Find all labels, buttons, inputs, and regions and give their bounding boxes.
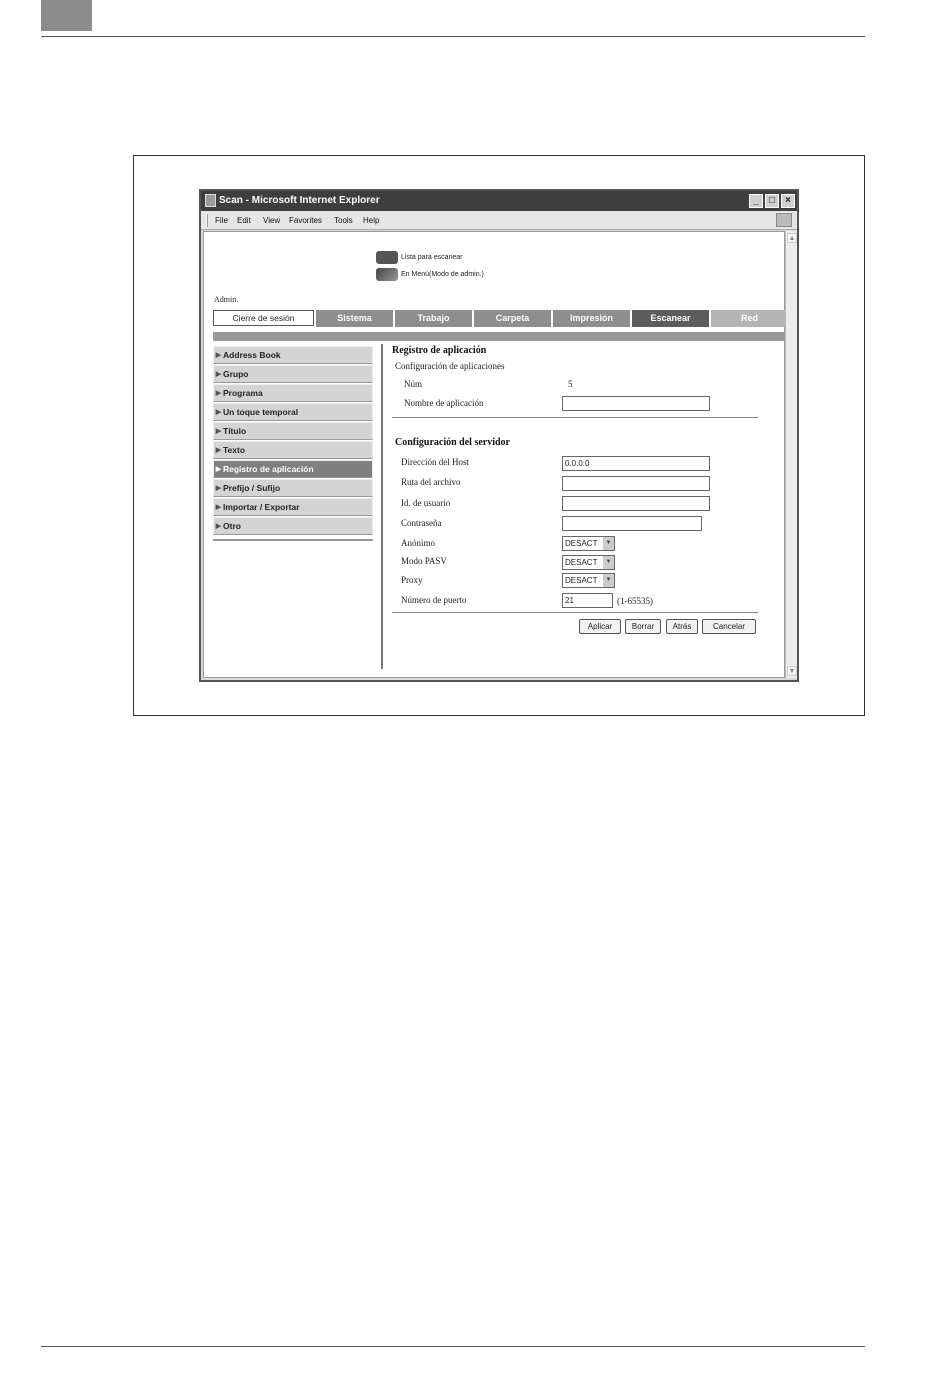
cancel-button[interactable]: Cancelar <box>702 619 756 634</box>
sidebar-item-label: Prefijo / Sufijo <box>223 483 281 493</box>
sidebar-item-address-book[interactable] <box>213 346 373 364</box>
user-label: Admin. <box>214 295 239 304</box>
triangle-right-icon: ▶ <box>215 504 222 511</box>
maximize-icon[interactable]: □ <box>765 194 779 208</box>
sidebar-item-label: Importar / Exportar <box>223 502 300 512</box>
sidebar-item-label: Otro <box>223 521 241 531</box>
anonymous-select-value: DESACT <box>565 539 598 548</box>
triangle-right-icon: ▶ <box>215 371 222 378</box>
sidebar-item-texto[interactable] <box>213 441 373 459</box>
chevron-down-icon: ▼ <box>603 537 614 550</box>
back-button[interactable]: Atrás <box>666 619 698 634</box>
footer-rule <box>41 1346 865 1347</box>
tab-impresion[interactable]: Impresión <box>553 310 630 327</box>
sidebar-item-label: Texto <box>223 445 246 455</box>
user-id-label: Id. de usuario <box>401 498 451 508</box>
chevron-down-icon: ▼ <box>603 574 614 587</box>
pasv-label: Modo PASV <box>401 556 447 566</box>
main-tabs <box>316 310 788 327</box>
minimize-icon[interactable]: _ <box>749 194 763 208</box>
sidebar-item-grupo[interactable] <box>213 365 373 383</box>
scroll-down-icon[interactable]: ▼ <box>788 668 796 675</box>
ie-page-icon <box>205 194 216 207</box>
page-corner-marker <box>41 0 92 31</box>
sidebar-item-label: Address Book <box>223 350 281 360</box>
close-icon[interactable]: × <box>781 194 795 208</box>
sidebar-item-importar-exportar[interactable] <box>213 498 373 516</box>
link-admin-mode-label: En Menú(Modo de admin.) <box>401 271 484 278</box>
triangle-right-icon: ▶ <box>215 523 222 530</box>
sidebar-item-registro-de-aplicacion[interactable] <box>213 460 373 478</box>
port-field[interactable]: 21 <box>562 593 613 608</box>
port-label: Número de puerto <box>401 595 467 605</box>
sidebar-item-label: Un toque temporal <box>223 407 299 417</box>
admin-warning-icon <box>376 268 398 281</box>
menu-tools[interactable]: Tools <box>334 216 353 225</box>
toolbar-grip <box>206 214 208 227</box>
triangle-right-icon: ▶ <box>215 428 222 435</box>
form-bottom-divider <box>392 612 758 613</box>
proxy-label: Proxy <box>401 575 423 585</box>
title-bar <box>201 191 797 211</box>
proxy-select[interactable] <box>562 573 615 588</box>
link-scan-list-label: Lista para escanear <box>401 254 463 261</box>
chevron-down-icon: ▼ <box>603 556 614 569</box>
triangle-right-icon: ▶ <box>215 485 222 492</box>
sidebar-item-programa[interactable] <box>213 384 373 402</box>
app-name-field[interactable] <box>562 396 710 411</box>
scanner-icon <box>376 251 398 264</box>
vertical-scrollbar[interactable] <box>785 231 797 678</box>
host-label: Dirección del Host <box>401 457 469 467</box>
num-value: 5 <box>568 379 573 389</box>
menu-bar <box>201 211 797 230</box>
menu-help[interactable]: Help <box>363 216 380 225</box>
triangle-right-icon: ▶ <box>215 409 222 416</box>
menu-file[interactable]: File <box>215 216 228 225</box>
apply-button[interactable]: Aplicar <box>579 619 621 634</box>
pasv-select-value: DESACT <box>565 558 598 567</box>
menu-edit[interactable]: Edit <box>237 216 251 225</box>
sidebar-item-prefijo-sufijo[interactable] <box>213 479 373 497</box>
path-label: Ruta del archivo <box>401 477 461 487</box>
sidebar-item-label: Grupo <box>223 369 249 379</box>
windows-logo-icon <box>776 213 792 227</box>
sidebar-item-un-toque-temporal[interactable] <box>213 403 373 421</box>
server-section-title: Configuración del servidor <box>395 437 510 448</box>
sidebar <box>213 346 373 541</box>
anonymous-label: Anónimo <box>401 538 436 548</box>
anonymous-select[interactable] <box>562 536 615 551</box>
password-label: Contraseña <box>401 518 442 528</box>
num-label: Núm <box>404 379 422 389</box>
window-title: Scan - Microsoft Internet Explorer <box>219 195 380 206</box>
tab-underline-bar <box>213 332 784 341</box>
link-scan-list[interactable] <box>376 251 462 264</box>
column-divider <box>381 344 383 669</box>
scroll-up-icon[interactable]: ▲ <box>788 235 796 242</box>
pasv-select[interactable] <box>562 555 615 570</box>
menu-favorites[interactable]: Favorites <box>289 216 322 225</box>
password-field[interactable] <box>562 516 702 531</box>
tab-red[interactable]: Red <box>711 310 788 327</box>
triangle-right-icon: ▶ <box>215 447 222 454</box>
logout-button[interactable]: Cierre de sesión <box>213 310 314 326</box>
page-title: Registro de aplicación <box>392 345 487 356</box>
section-divider <box>392 417 758 418</box>
sidebar-item-titulo[interactable] <box>213 422 373 440</box>
path-field[interactable] <box>562 476 710 491</box>
link-admin-mode[interactable] <box>376 268 484 281</box>
page-content <box>203 231 785 678</box>
sidebar-item-label: Registro de aplicación <box>223 464 314 474</box>
tab-carpeta[interactable]: Carpeta <box>474 310 551 327</box>
section-subtitle: Configuración de aplicaciones <box>395 361 505 371</box>
tab-trabajo[interactable]: Trabajo <box>395 310 472 327</box>
header-rule <box>41 36 865 37</box>
user-id-field[interactable] <box>562 496 710 511</box>
browser-window <box>199 189 799 682</box>
host-field[interactable]: 0.0.0.0 <box>562 456 710 471</box>
tab-escanear[interactable]: Escanear <box>632 310 709 327</box>
triangle-right-icon: ▶ <box>215 352 222 359</box>
triangle-right-icon: ▶ <box>215 466 222 473</box>
menu-view[interactable]: View <box>263 216 281 225</box>
app-name-label: Nombre de aplicación <box>404 398 484 408</box>
port-range-hint: (1-65535) <box>617 596 653 606</box>
sidebar-item-label: Programa <box>223 388 263 398</box>
proxy-select-value: DESACT <box>565 576 598 585</box>
sidebar-item-otro[interactable] <box>213 517 373 535</box>
sidebar-bottom-rule <box>213 539 373 541</box>
tab-sistema[interactable]: Sistema <box>316 310 393 327</box>
triangle-right-icon: ▶ <box>215 390 222 397</box>
clear-button[interactable]: Borrar <box>625 619 661 634</box>
sidebar-item-label: Título <box>223 426 247 436</box>
